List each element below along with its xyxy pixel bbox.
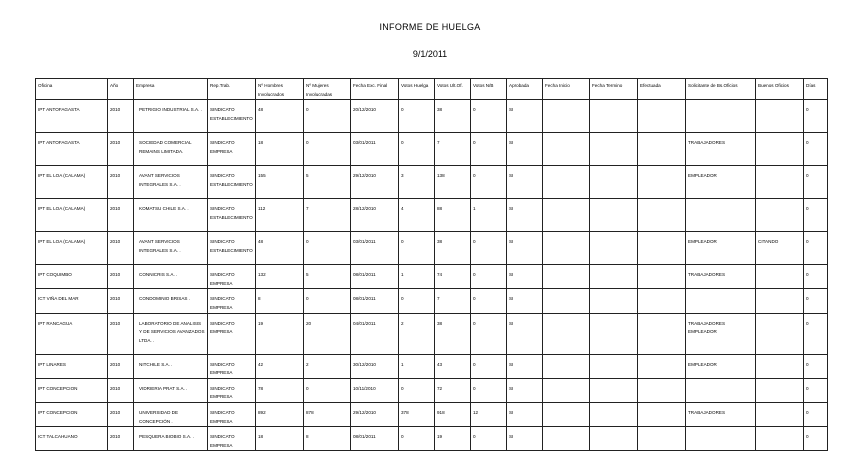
cell-votos-nb: 0 <box>471 354 507 378</box>
cell-efectuada <box>638 265 686 289</box>
cell-rep: SINDICATO ESTABLECIMIENTO <box>208 199 256 232</box>
cell-fecha-exc: 30/12/2010 <box>351 354 399 378</box>
cell-rep: SINDICATO EMPRESA <box>208 427 256 451</box>
cell-fecha-termino <box>590 402 638 426</box>
cell-votos-huelga: 3 <box>399 166 435 199</box>
cell-votos-nb: 0 <box>471 265 507 289</box>
cell-aprobada: SI <box>507 166 543 199</box>
cell-oficina: IPT ANTOFAGASTA <box>36 100 108 133</box>
cell-votos-ult: 918 <box>435 402 471 426</box>
column-header-fecha-exc: Fecha Exc. Final <box>351 79 399 100</box>
cell-dias: 0 <box>804 232 828 265</box>
cell-votos-ult: 74 <box>435 265 471 289</box>
table-row <box>36 133 828 166</box>
column-header-votos-ult: Votos Ult.Of. <box>435 79 471 100</box>
cell-oficina: IPT RANCAGUA <box>36 313 108 354</box>
cell-anio: 2010 <box>108 402 134 426</box>
cell-rep: SINDICATO EMPRESA <box>208 402 256 426</box>
table-row <box>36 289 828 313</box>
cell-anio: 2010 <box>108 100 134 133</box>
cell-mujeres: 0 <box>304 100 351 133</box>
cell-dias: 0 <box>804 265 828 289</box>
cell-efectuada <box>638 313 686 354</box>
cell-fecha-inicio <box>543 199 590 232</box>
cell-oficina: ICT TALCAHUANO <box>36 427 108 451</box>
cell-buenos-oficios <box>756 166 804 199</box>
cell-fecha-termino <box>590 232 638 265</box>
cell-hombres: 112 <box>256 199 304 232</box>
cell-mujeres: 0 <box>304 378 351 402</box>
cell-aprobada: SI <box>507 402 543 426</box>
cell-votos-nb: 0 <box>471 100 507 133</box>
report-date: 9/1/2011 <box>412 49 448 59</box>
column-header-empresa: Empresa <box>134 79 208 100</box>
cell-empresa: UNIVERSIDAD DE CONCEPCIÓN . <box>134 402 208 426</box>
cell-buenos-oficios <box>756 313 804 354</box>
cell-hombres: 48 <box>256 232 304 265</box>
cell-efectuada <box>638 427 686 451</box>
cell-efectuada <box>638 402 686 426</box>
cell-mujeres: 5 <box>304 265 351 289</box>
cell-solicitante: EMPLEADOR <box>686 166 756 199</box>
cell-mujeres: 0 <box>304 232 351 265</box>
cell-solicitante: TRABAJADORES EMPLEADOR <box>686 313 756 354</box>
column-header-solicitante: Solicitante de Bs.Oficios <box>686 79 756 100</box>
table-row <box>36 199 828 232</box>
table-row <box>36 232 828 265</box>
cell-dias: 0 <box>804 378 828 402</box>
cell-votos-nb: 0 <box>471 289 507 313</box>
cell-oficina: IPT EL LOA (CALAMA) <box>36 199 108 232</box>
cell-buenos-oficios: CITANDO <box>756 232 804 265</box>
cell-votos-huelga: 0 <box>399 133 435 166</box>
cell-votos-ult: 88 <box>435 199 471 232</box>
cell-aprobada: SI <box>507 427 543 451</box>
cell-buenos-oficios <box>756 354 804 378</box>
cell-anio: 2010 <box>108 313 134 354</box>
cell-rep: SINDICATO ESTABLECIMIENTO <box>208 100 256 133</box>
column-header-fecha-inicio: Fecha Inicio <box>543 79 590 100</box>
cell-fecha-inicio <box>543 100 590 133</box>
cell-anio: 2010 <box>108 199 134 232</box>
cell-empresa: AVANT SERVICIOS INTEGRALES S.A. . <box>134 232 208 265</box>
cell-mujeres: 0 <box>304 289 351 313</box>
column-header-fecha-termino: Fecha Termino <box>590 79 638 100</box>
cell-mujeres: 8 <box>304 427 351 451</box>
cell-fecha-termino <box>590 313 638 354</box>
cell-rep: SINDICATO EMPRESA <box>208 354 256 378</box>
table-row <box>36 402 828 426</box>
cell-rep: SINDICATO ESTABLECIMIENTO <box>208 166 256 199</box>
cell-fecha-inicio <box>543 265 590 289</box>
cell-fecha-exc: 08/01/2011 <box>351 289 399 313</box>
column-header-dias: Días <box>804 79 828 100</box>
cell-efectuada <box>638 166 686 199</box>
table-row <box>36 354 828 378</box>
cell-fecha-termino <box>590 166 638 199</box>
cell-efectuada <box>638 199 686 232</box>
cell-votos-ult: 138 <box>435 166 471 199</box>
cell-solicitante <box>686 289 756 313</box>
cell-fecha-inicio <box>543 289 590 313</box>
cell-aprobada: SI <box>507 232 543 265</box>
cell-mujeres: 0 <box>304 133 351 166</box>
cell-fecha-termino <box>590 354 638 378</box>
cell-mujeres: 5 <box>304 166 351 199</box>
cell-rep: SINDICATO EMPRESA <box>208 133 256 166</box>
table-row <box>36 100 828 133</box>
cell-fecha-inicio <box>543 427 590 451</box>
cell-aprobada: SI <box>507 199 543 232</box>
cell-solicitante: TRABAJADORES <box>686 402 756 426</box>
cell-votos-ult: 7 <box>435 133 471 166</box>
cell-hombres: 8 <box>256 289 304 313</box>
cell-efectuada <box>638 354 686 378</box>
cell-fecha-exc: 29/12/2010 <box>351 402 399 426</box>
cell-votos-ult: 7 <box>435 289 471 313</box>
table-row <box>36 265 828 289</box>
cell-votos-huelga: 1 <box>399 265 435 289</box>
cell-dias: 0 <box>804 402 828 426</box>
cell-dias: 0 <box>804 313 828 354</box>
column-header-buenos-oficios: Buenos Oficios <box>756 79 804 100</box>
cell-empresa: AVANT SERVICIOS INTEGRALES S.A. . <box>134 166 208 199</box>
cell-fecha-exc: 20/12/2010 <box>351 100 399 133</box>
cell-buenos-oficios <box>756 402 804 426</box>
cell-solicitante <box>686 427 756 451</box>
cell-fecha-inicio <box>543 402 590 426</box>
table-header-row <box>36 79 828 100</box>
cell-votos-nb: 0 <box>471 166 507 199</box>
cell-empresa: VIDRIERIA PRAT S.A. . <box>134 378 208 402</box>
cell-empresa: NITCHILE S.A. . <box>134 354 208 378</box>
cell-hombres: 18 <box>256 427 304 451</box>
column-header-votos-huelga: Votos Huelga <box>399 79 435 100</box>
cell-hombres: 155 <box>256 166 304 199</box>
cell-empresa: LABORATORIO DE ANALISIS Y DE SERVICIOS AVANZADOS LTDA. . <box>134 313 208 354</box>
cell-votos-nb: 0 <box>471 133 507 166</box>
cell-rep: SINDICATO EMPRESA <box>208 289 256 313</box>
cell-empresa: CONNICRIS S.A. . <box>134 265 208 289</box>
cell-efectuada <box>638 232 686 265</box>
cell-anio: 2010 <box>108 354 134 378</box>
cell-solicitante: EMPLEADOR <box>686 354 756 378</box>
column-header-votos-nb: Votos N/B <box>471 79 507 100</box>
strike-report-table <box>35 78 828 451</box>
cell-dias: 0 <box>804 289 828 313</box>
cell-fecha-exc: 04/01/2011 <box>351 313 399 354</box>
cell-fecha-termino <box>590 133 638 166</box>
cell-hombres: 19 <box>256 313 304 354</box>
cell-votos-huelga: 4 <box>399 199 435 232</box>
cell-fecha-exc: 03/01/2011 <box>351 232 399 265</box>
cell-anio: 2010 <box>108 166 134 199</box>
cell-votos-huelga: 0 <box>399 100 435 133</box>
table-row <box>36 166 828 199</box>
cell-dias: 0 <box>804 354 828 378</box>
cell-efectuada <box>638 100 686 133</box>
cell-anio: 2010 <box>108 232 134 265</box>
cell-dias: 0 <box>804 133 828 166</box>
cell-votos-nb: 1 <box>471 199 507 232</box>
cell-rep: SINDICATO EMPRESA <box>208 313 256 354</box>
cell-empresa: SOCIEDAD COMERCIAL REMAINS LIMITADA. <box>134 133 208 166</box>
cell-hombres: 48 <box>256 100 304 133</box>
column-header-hombres: Nº Hombres Involucrados <box>256 79 304 100</box>
cell-dias: 0 <box>804 166 828 199</box>
column-header-mujeres: Nº Mujeres Involucradas <box>304 79 351 100</box>
cell-fecha-termino <box>590 265 638 289</box>
cell-votos-nb: 0 <box>471 378 507 402</box>
cell-rep: SINDICATO ESTABLECIMIENTO <box>208 232 256 265</box>
cell-solicitante: TRABAJADORES <box>686 265 756 289</box>
cell-votos-ult: 38 <box>435 232 471 265</box>
column-header-rep-trab: Rep.Trab. <box>208 79 256 100</box>
cell-votos-ult: 72 <box>435 378 471 402</box>
report-title: INFORME DE HUELGA <box>379 22 481 32</box>
cell-votos-ult: 43 <box>435 354 471 378</box>
cell-oficina: IPT ANTOFAGASTA <box>36 133 108 166</box>
cell-aprobada: SI <box>507 265 543 289</box>
cell-dias: 0 <box>804 100 828 133</box>
cell-fecha-inicio <box>543 232 590 265</box>
cell-oficina: ICT VIÑA DEL MAR <box>36 289 108 313</box>
cell-fecha-termino <box>590 427 638 451</box>
cell-fecha-inicio <box>543 354 590 378</box>
cell-fecha-termino <box>590 199 638 232</box>
cell-votos-huelga: 1 <box>399 354 435 378</box>
cell-votos-huelga: 0 <box>399 289 435 313</box>
cell-efectuada <box>638 378 686 402</box>
cell-empresa: PESQUERA BIOBIO S.A. . <box>134 427 208 451</box>
cell-empresa: CONDOMINIO BRISAS . <box>134 289 208 313</box>
cell-fecha-termino <box>590 378 638 402</box>
cell-votos-ult: 38 <box>435 100 471 133</box>
table-row <box>36 313 828 354</box>
cell-fecha-termino <box>590 289 638 313</box>
cell-buenos-oficios <box>756 265 804 289</box>
cell-oficina: IPT EL LOA (CALAMA) <box>36 232 108 265</box>
cell-votos-huelga: 0 <box>399 378 435 402</box>
cell-oficina: IPT EL LOA (CALAMA) <box>36 166 108 199</box>
cell-mujeres: 20 <box>304 313 351 354</box>
cell-oficina: IPT COQUIMBO <box>36 265 108 289</box>
cell-fecha-inicio <box>543 313 590 354</box>
cell-solicitante <box>686 100 756 133</box>
cell-anio: 2010 <box>108 378 134 402</box>
cell-fecha-termino <box>590 100 638 133</box>
cell-mujeres: 2 <box>304 354 351 378</box>
cell-dias: 0 <box>804 199 828 232</box>
cell-empresa: KOMATSU CHILE S.A. . <box>134 199 208 232</box>
cell-votos-huelga: 378 <box>399 402 435 426</box>
cell-hombres: 78 <box>256 378 304 402</box>
cell-buenos-oficios <box>756 427 804 451</box>
cell-aprobada: SI <box>507 289 543 313</box>
cell-buenos-oficios <box>756 199 804 232</box>
cell-votos-nb: 0 <box>471 313 507 354</box>
cell-fecha-exc: 28/12/2010 <box>351 199 399 232</box>
cell-hombres: 892 <box>256 402 304 426</box>
cell-buenos-oficios <box>756 133 804 166</box>
cell-votos-huelga: 0 <box>399 232 435 265</box>
cell-oficina: IPT LINARES <box>36 354 108 378</box>
cell-aprobada: SI <box>507 133 543 166</box>
cell-buenos-oficios <box>756 100 804 133</box>
cell-mujeres: 7 <box>304 199 351 232</box>
cell-oficina: IPT CONCEPCION <box>36 402 108 426</box>
cell-fecha-exc: 03/01/2011 <box>351 133 399 166</box>
cell-votos-nb: 0 <box>471 427 507 451</box>
cell-buenos-oficios <box>756 378 804 402</box>
column-header-efectuada: Efectuada <box>638 79 686 100</box>
column-header-aprobada: Aprobada <box>507 79 543 100</box>
cell-anio: 2010 <box>108 133 134 166</box>
cell-aprobada: SI <box>507 100 543 133</box>
cell-aprobada: SI <box>507 354 543 378</box>
cell-rep: SINDICATO EMPRESA <box>208 378 256 402</box>
cell-fecha-inicio <box>543 166 590 199</box>
cell-anio: 2010 <box>108 289 134 313</box>
cell-votos-ult: 19 <box>435 427 471 451</box>
cell-aprobada: SI <box>507 313 543 354</box>
cell-efectuada <box>638 133 686 166</box>
cell-anio: 2010 <box>108 265 134 289</box>
cell-empresa: PETRIGIO INDUSTRIAL S.A. . <box>134 100 208 133</box>
cell-fecha-inicio <box>543 133 590 166</box>
cell-anio: 2010 <box>108 427 134 451</box>
column-header-anio: Año <box>108 79 134 100</box>
cell-fecha-exc: 08/01/2011 <box>351 265 399 289</box>
cell-efectuada <box>638 289 686 313</box>
cell-fecha-exc: 10/11/2010 <box>351 378 399 402</box>
cell-votos-huelga: 0 <box>399 427 435 451</box>
table-row <box>36 378 828 402</box>
cell-buenos-oficios <box>756 289 804 313</box>
cell-aprobada: SI <box>507 378 543 402</box>
cell-hombres: 42 <box>256 354 304 378</box>
cell-solicitante <box>686 199 756 232</box>
cell-solicitante: EMPLEADOR <box>686 232 756 265</box>
table-row <box>36 427 828 451</box>
column-header-oficina: Oficina <box>36 79 108 100</box>
cell-solicitante: TRABAJADORES <box>686 133 756 166</box>
cell-votos-nb: 0 <box>471 232 507 265</box>
cell-dias: 0 <box>804 427 828 451</box>
cell-hombres: 132 <box>256 265 304 289</box>
cell-oficina: IPT CONCEPCION <box>36 378 108 402</box>
cell-fecha-inicio <box>543 378 590 402</box>
cell-votos-nb: 12 <box>471 402 507 426</box>
cell-solicitante <box>686 378 756 402</box>
cell-fecha-exc: 29/12/2010 <box>351 166 399 199</box>
cell-fecha-exc: 08/01/2011 <box>351 427 399 451</box>
cell-hombres: 18 <box>256 133 304 166</box>
cell-rep: SINDICATO EMPRESA <box>208 265 256 289</box>
cell-mujeres: 878 <box>304 402 351 426</box>
cell-votos-huelga: 2 <box>399 313 435 354</box>
cell-votos-ult: 38 <box>435 313 471 354</box>
